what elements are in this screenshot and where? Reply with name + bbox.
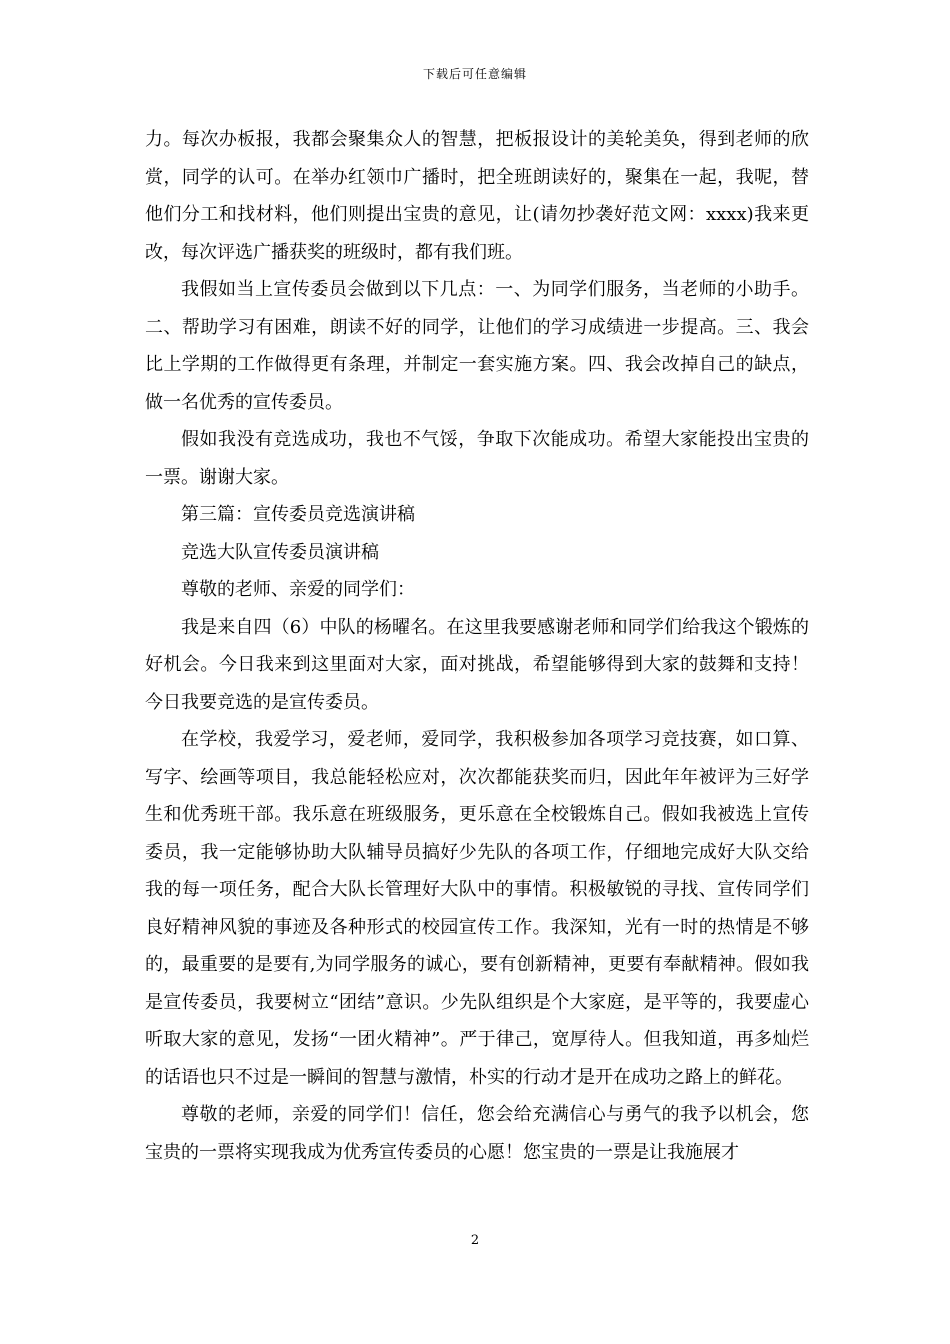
paragraph: 力。每次办板报，我都会聚集众人的智慧，把板报设计的美轮美奂，得到老师的欣赏，同学的认可。在举办红领巾广播时，把全班朗读好的，聚集在一起，我呢，替他们分工和找材料，他们则提出宝贵的意见，让(请勿抄袭好范文网：xxxx)我来更改，每次评选广播获奖的班级时，都有我们班。	[145, 129, 809, 263]
paragraph: 在学校，我爱学习，爱老师，爱同学，我积极参加各项学习竞技赛，如口算、写字、绘画等项目，我总能轻松应对，次次都能获奖而归，因此年年被评为三好学生和优秀班干部。我乐意在班级服务，更乐意在全校锻炼自己。假如我被选上宣传委员，我一定能够协助大队辅导员搞好少先队的各项工作，仔细地完成好大队交给我的每一项任务，配合大队长管理好大队中的事情。积极敏锐的寻找、宣传同学们良好精神风貌的事迹及各种形式的校园宣传工作。我深知，光有一时的热情是不够的，最重要的是要有,为同学服务的诚心，要有创新精神，更要有奉献精神。假如我是宣传委员，我要树立“团结”意识。少先队组织是个大家庭，是平等的，我要虚心听取大家的意见，发扬“一团火精神”。严于律己，宽厚待人。但我知道，再多灿烂的话语也只不过是一瞬间的智慧与激情，朴实的行动才是开在成功之路上的鲜花。	[145, 729, 809, 1088]
salutation: 尊敬的老师、亲爱的同学们：	[181, 579, 415, 600]
paragraph: 假如我没有竞选成功，我也不气馁，争取下次能成功。希望大家能投出宝贵的一票。谢谢大家。	[145, 429, 809, 488]
page-header: 下载后可任意编辑	[422, 67, 527, 81]
paragraph: 我假如当上宣传委员会做到以下几点：一、为同学们服务，当老师的小助手。二、帮助学习有困难，朗读不好的同学，让他们的学习成绩进一步提高。三、我会比上学期的工作做得更有条理，并制定一套实施方案。四、我会改掉自己的缺点，做一名优秀的宣传委员。	[145, 279, 809, 413]
page-number: 2	[470, 1233, 480, 1248]
section-title: 第三篇：宣传委员竞选演讲稿	[181, 504, 415, 525]
document-body	[145, 121, 809, 1171]
paragraph: 尊敬的老师，亲爱的同学们！信任，您会给充满信心与勇气的我予以机会，您宝贵的一票将实现我成为优秀宣传委员的心愿！您宝贵的一票是让我施展才	[145, 1104, 809, 1163]
paragraph: 我是来自四（6）中队的杨曜名。在这里我要感谢老师和同学们给我这个锻炼的好机会。今日我来到这里面对大家，面对挑战，希望能够得到大家的鼓舞和支持！今日我要竞选的是宣传委员。	[145, 616, 809, 713]
speech-title: 竞选大队宣传委员演讲稿	[181, 541, 379, 563]
